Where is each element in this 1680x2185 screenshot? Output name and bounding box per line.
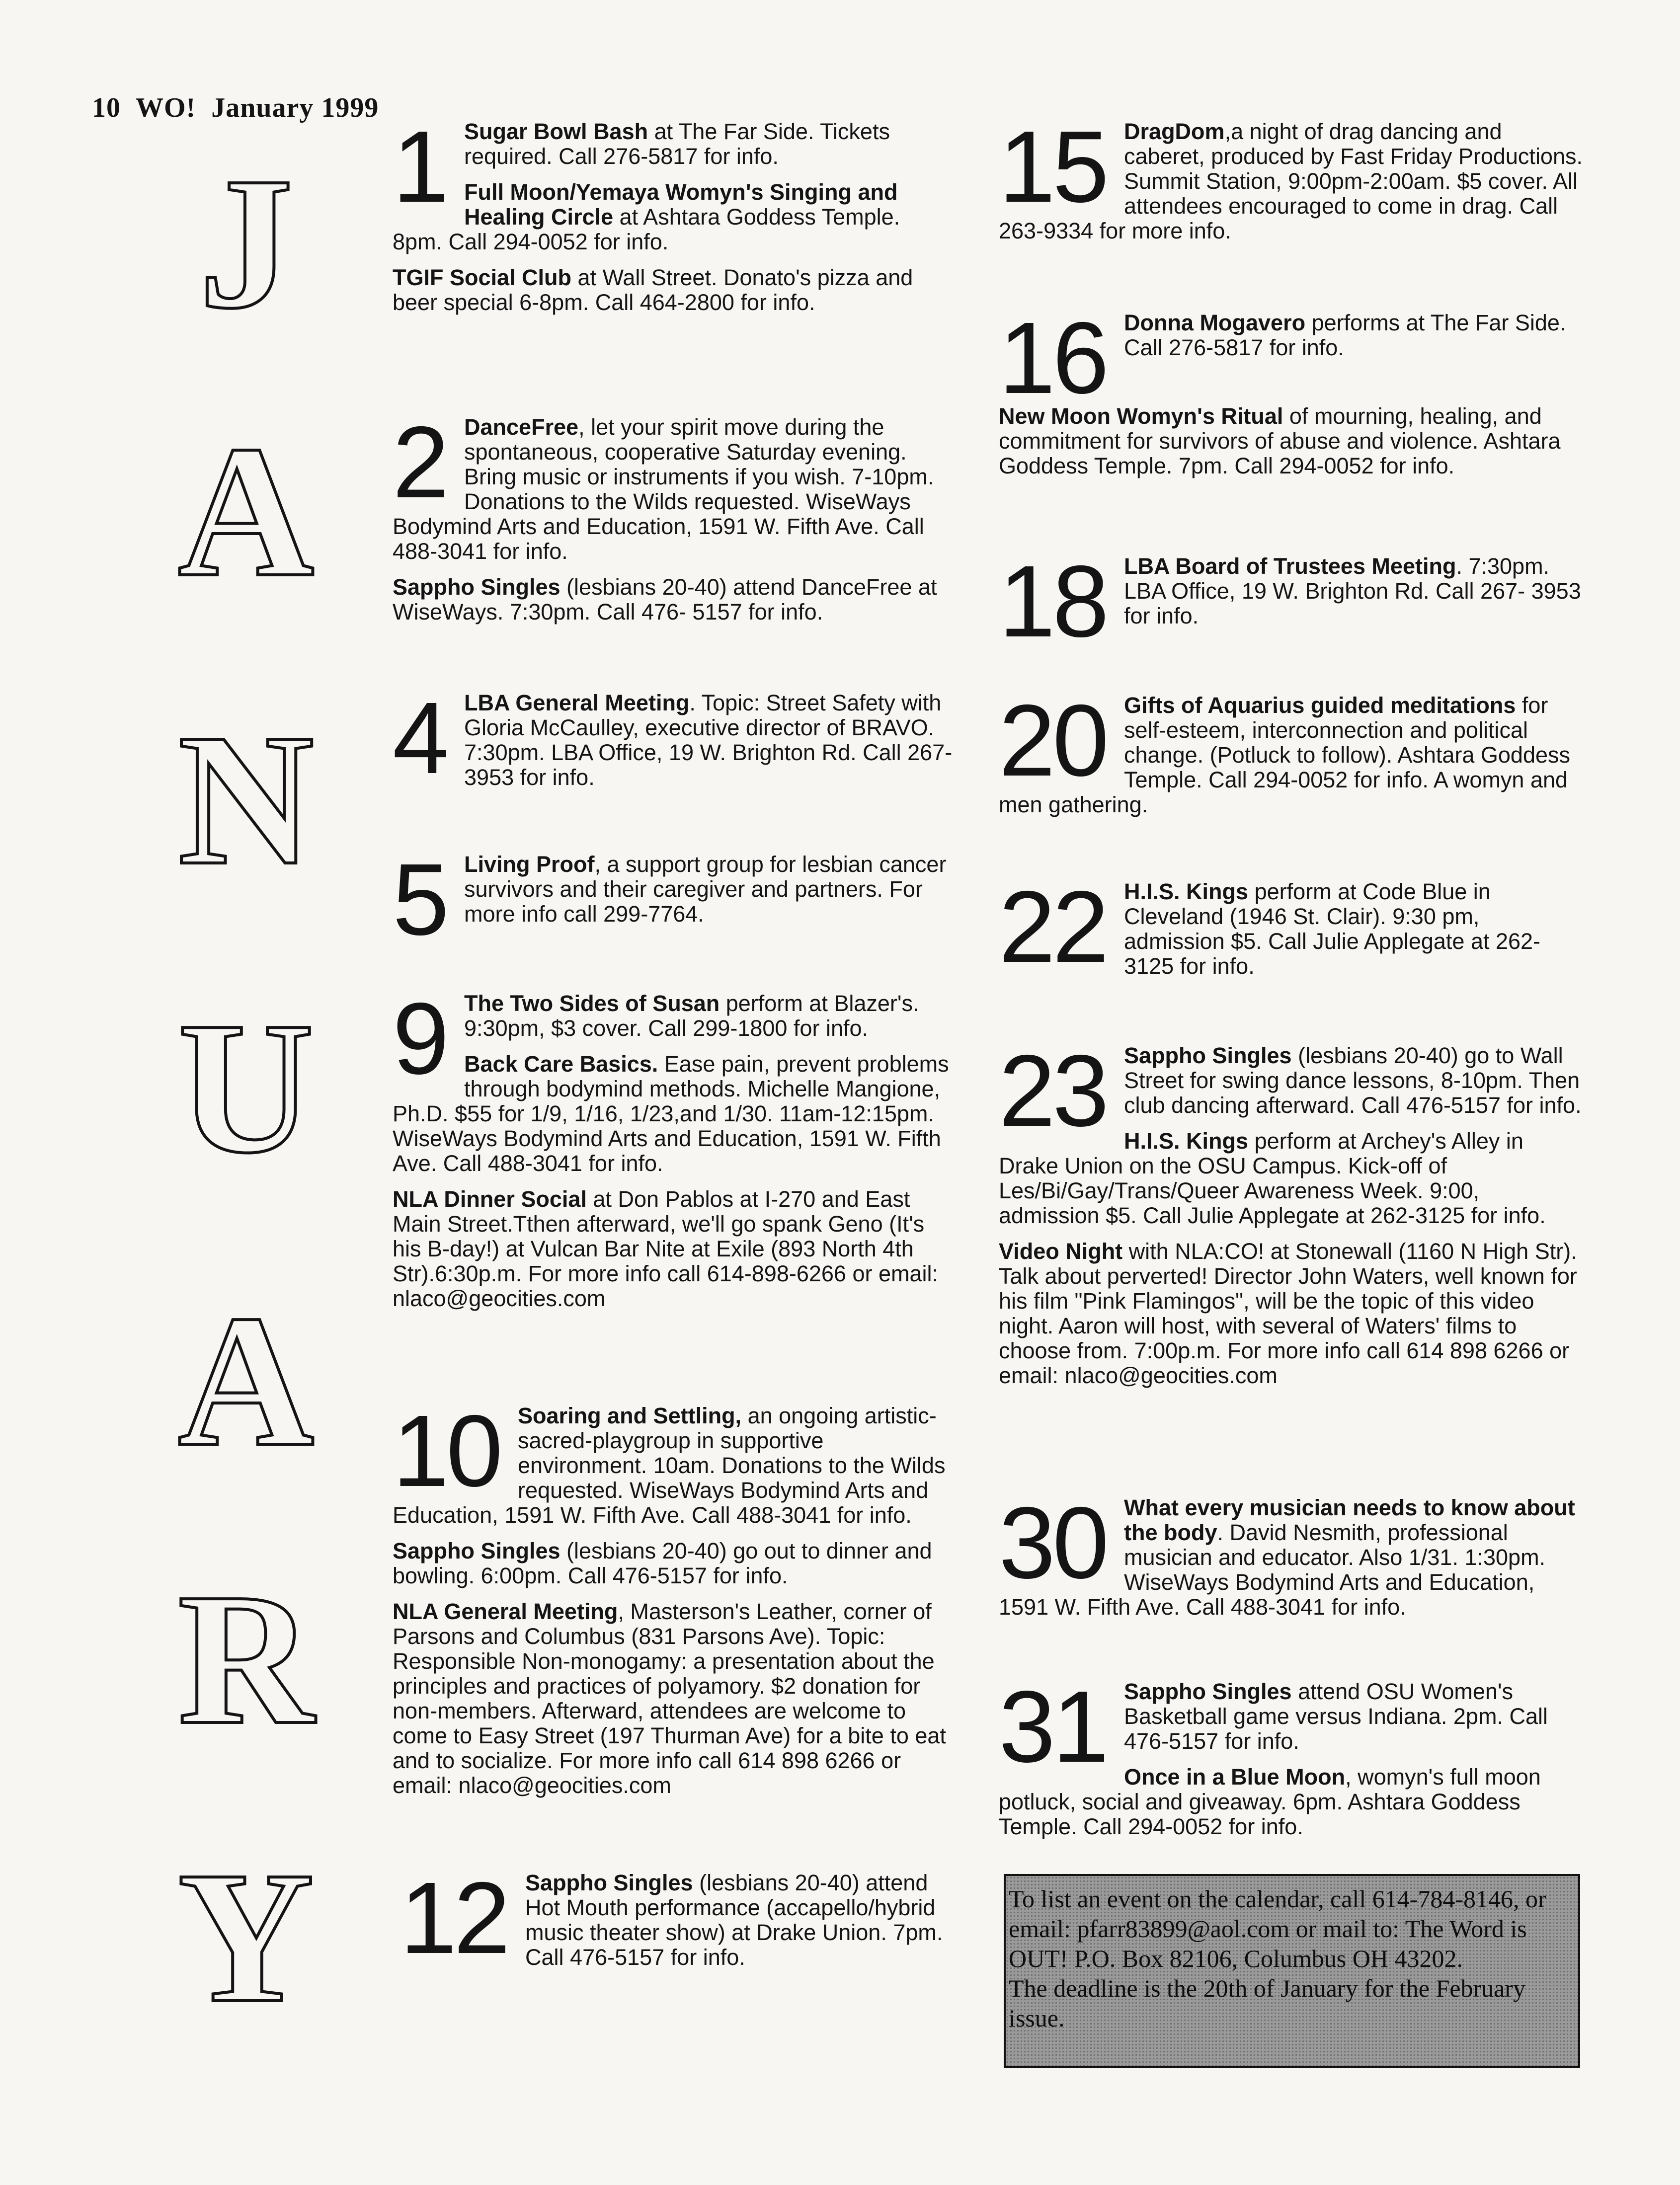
day-block xyxy=(393,405,954,635)
day-block xyxy=(999,1670,1585,1850)
event-details: perform at Archey's Alley in Drake Union on the OSU Campus. Kick-off of Les/Bi/Gay/Trans/Queer Awareness Week. 9:00, admission $5. Call Julie Applegate at 262-3125 for info. xyxy=(999,1128,1546,1228)
day-number: 23 xyxy=(999,1034,1107,1148)
month-letter: N xyxy=(177,695,315,904)
event-title: H.I.S. Kings xyxy=(1124,879,1249,904)
event-title: LBA General Meeting xyxy=(464,690,690,715)
event-details: Ease pain, prevent problems through bodymind methods. Michelle Mangione, Ph.D. $55 for 1/9, 1/16, 1/23,and 1/30. 11am-12:15pm. WiseWays Bodymind Arts and Education, 1591 W. Fifth Ave. Call 488-3041 for info. xyxy=(393,1051,949,1176)
event-entry xyxy=(393,991,954,1041)
event-title: Gifts of Aquarius guided meditations xyxy=(1124,693,1516,718)
day-number: 10 xyxy=(393,1394,500,1508)
event-details: ,a night of drag dancing and caberet, produced by Fast Friday Productions. Summit Station, 9:00pm-2:00am. $5 cover. All attendees encouraged to come in drag. Call 263-9334 for more info. xyxy=(999,119,1583,243)
day-block xyxy=(999,1034,1585,1399)
event-details: for self-esteem, interconnection and political change. (Potluck to follow). Ashtara Goddess Temple. Call 294-0052 for info. A womyn and men gathering. xyxy=(999,693,1571,817)
event-details: , Masterson's Leather, corner of Parsons and Columbus (831 Parsons Ave). Topic: Responsible Non-monogamy: a presentation about the principles and practices of polyamory. $2 donation for non-members. Afterward, attendees are welcome to come to Easy Street (197 Thurman Ave) for a bite to eat and to socialize. For more info call 614 898 6266 or email: nlaco@geocities.com xyxy=(393,1599,946,1798)
event-details: , let your spirit move during the spontaneous, cooperative Saturday evening. Bring music or instruments if you wish. 7-10pm. Donations to the Wilds requested. WiseWays Bodymind Arts and Education, 1591 W. Fifth Ave. Call 488-3041 for info. xyxy=(393,414,934,564)
event-title: The Two Sides of Susan xyxy=(464,991,720,1016)
event-title: Full Moon/Yemaya Womyn's Singing and Healing Circle xyxy=(464,179,898,230)
day-number: 15 xyxy=(999,110,1107,224)
event-details: (lesbians 20-40) attend Hot Mouth performance (accapello/hybrid music theater show) at Drake Union. 7pm. Call 476-5157 for info. xyxy=(525,1870,943,1970)
event-details: at The Far Side. Tickets required. Call 276-5817 for info. xyxy=(464,119,890,169)
event-details: . David Nesmith, professional musician and educator. Also 1/31. 1:30pm. WiseWays Bodymind Arts and Education, 1591 W. Fifth Ave. Call 488-3041 for info. xyxy=(999,1520,1546,1620)
day-number: 5 xyxy=(393,843,447,956)
day-number: 16 xyxy=(999,301,1107,415)
event-title: Sappho Singles xyxy=(393,1538,560,1563)
event-title: LBA Board of Trustees Meeting xyxy=(1124,553,1456,579)
event-details: , womyn's full moon potluck, social and giveaway. 6pm. Ashtara Goddess Temple. Call 294-0052 for info. xyxy=(999,1764,1541,1839)
page-header xyxy=(92,92,387,124)
event-entry xyxy=(393,1539,954,1588)
day-block xyxy=(999,110,1585,254)
event-title: Donna Mogavero xyxy=(1124,310,1306,335)
event-entry xyxy=(393,681,954,795)
event-title: NLA Dinner Social xyxy=(393,1186,587,1212)
event-title: New Moon Womyn's Ritual xyxy=(999,403,1283,429)
deadline-notice: The deadline is the 20th of January for the February issue. xyxy=(1009,1974,1525,2032)
event-title: What every musician needs to know about the body xyxy=(1124,1495,1575,1545)
listing-instructions: To list an event on the calendar, call 614-784-8146, or email: pfarr83899@aol.com or mail to: The Word is OUT! P.O. Box 82106, Columbus OH 43202. xyxy=(1009,1885,1546,1972)
month-letter: Y xyxy=(177,1833,315,2042)
event-entry xyxy=(393,1052,954,1176)
day-number: 20 xyxy=(999,684,1107,797)
event-details: (lesbians 20-40) go to Wall Street for swing dance lessons, 8-10pm. Then club dancing afterward. Call 476-5157 for info. xyxy=(1124,1043,1582,1118)
event-details: (lesbians 20-40) attend DanceFree at WiseWays. 7:30pm. Call 476- 5157 for info. xyxy=(393,574,937,624)
day-block xyxy=(999,1486,1585,1631)
event-title: Soaring and Settling, xyxy=(518,1403,742,1428)
day-block xyxy=(999,870,1585,990)
day-block xyxy=(393,110,954,326)
listing-info-box xyxy=(1004,1874,1580,2068)
publication-name: WO! xyxy=(136,92,196,123)
event-details: , a support group for lesbian cancer survivors and their caregiver and partners. For more info call 299-7764. xyxy=(464,852,947,927)
day-number: 30 xyxy=(999,1486,1107,1600)
day-number: 12 xyxy=(400,1861,508,1975)
month-letter: J xyxy=(199,139,293,348)
day-number: 4 xyxy=(393,681,447,795)
day-block xyxy=(999,684,1585,828)
day-number: 9 xyxy=(393,982,447,1095)
day-number: 2 xyxy=(393,405,447,519)
event-details: . Topic: Street Safety with Gloria McCaulley, executive director of BRAVO. 7:30pm. LBA Office, 19 W. Brighton Rd. Call 267-3953 for info. xyxy=(464,690,953,790)
issue-date: January 1999 xyxy=(211,92,379,123)
event-details: . 7:30pm. LBA Office, 19 W. Brighton Rd. Call 267- 3953 for info. xyxy=(1124,553,1581,628)
day-block xyxy=(999,301,1585,489)
event-title: Back Care Basics. xyxy=(464,1051,658,1077)
event-details: with NLA:CO! at Stonewall (1160 N High Str). Talk about perverted! Director John Waters, well known for his film "Pink Flamingos", will be the topic of this video night. Aaron will host, with several of Waters' films to choose from. 7:00p.m. For more info call 614 898 6266 or email: nlaco@geocities.com xyxy=(999,1239,1577,1388)
page-number: 10 xyxy=(92,92,121,123)
event-details: at Wall Street. Donato's pizza and beer special 6-8pm. Call 464-2800 for info. xyxy=(393,265,913,315)
event-details: of mourning, healing, and commitment for survivors of abuse and violence. Ashtara Goddess Temple. 7pm. Call 294-0052 for info. xyxy=(999,403,1561,479)
event-title: DragDom xyxy=(1124,119,1225,144)
event-title: H.I.S. Kings xyxy=(1124,1128,1249,1154)
event-entry xyxy=(393,575,954,624)
day-block xyxy=(400,1861,954,1981)
event-details: (lesbians 20-40) go out to dinner and bowling. 6:00pm. Call 476-5157 for info. xyxy=(393,1538,932,1588)
event-entry xyxy=(393,1599,954,1798)
event-details: attend OSU Women's Basketball game versus Indiana. 2pm. Call 476-5157 for info. xyxy=(1124,1679,1548,1754)
day-block xyxy=(999,545,1585,658)
day-block xyxy=(393,843,954,956)
day-number: 1 xyxy=(393,110,447,224)
event-entry xyxy=(393,852,954,927)
day-number: 18 xyxy=(999,545,1107,658)
event-entry xyxy=(393,265,954,315)
event-title: TGIF Social Club xyxy=(393,265,572,290)
event-entry xyxy=(393,1187,954,1311)
event-title: DanceFree xyxy=(464,414,579,440)
event-details: performs at The Far Side. Call 276-5817 for info. xyxy=(1124,310,1566,360)
event-entry xyxy=(393,180,954,254)
event-title: Sappho Singles xyxy=(525,1870,693,1895)
event-title: Sugar Bowl Bash xyxy=(464,119,648,144)
event-title: Sappho Singles xyxy=(393,574,560,600)
event-entry xyxy=(999,1239,1585,1388)
event-details: at Ashtara Goddess Temple. 8pm. Call 294-0052 for info. xyxy=(393,204,900,254)
month-letter: U xyxy=(177,983,315,1192)
event-entry xyxy=(393,119,954,169)
day-block xyxy=(393,982,954,1322)
event-title: NLA General Meeting xyxy=(393,1599,618,1624)
event-details: perform at Code Blue in Cleveland (1946 St. Clair). 9:30 pm, admission $5. Call Julie Applegate at 262-3125 for info. xyxy=(1124,879,1541,979)
day-block xyxy=(393,1394,954,1809)
event-details: an ongoing artistic-sacred-playgroup in supportive environment. 10am. Donations to the Wilds requested. WiseWays Bodymind Arts and Education, 1591 W. Fifth Ave. Call 488-3041 for info. xyxy=(393,1403,946,1528)
event-entry xyxy=(393,405,954,564)
day-number: 22 xyxy=(999,870,1107,984)
month-letter: R xyxy=(177,1555,315,1764)
event-details: perform at Blazer's. 9:30pm, $3 cover. Call 299-1800 for info. xyxy=(464,991,919,1041)
event-title: Video Night xyxy=(999,1239,1123,1264)
event-details: at Don Pablos at I-270 and East Main Street.Tthen afterward, we'll go spank Geno (It's his B-day!) at Vulcan Bar Nite at Exile (893 North 4th Str).6:30p.m. For more info call 614-898-6266 or email: nlaco@geocities.com xyxy=(393,1186,938,1311)
month-letter: A xyxy=(177,407,315,616)
day-block xyxy=(393,681,954,801)
event-title: Living Proof xyxy=(464,852,595,877)
event-entry xyxy=(999,404,1585,478)
event-title: Once in a Blue Moon xyxy=(1124,1764,1346,1790)
event-title: Sappho Singles xyxy=(1124,1043,1292,1068)
day-number: 31 xyxy=(999,1670,1107,1784)
month-letter: A xyxy=(177,1276,315,1485)
event-title: Sappho Singles xyxy=(1124,1679,1292,1704)
